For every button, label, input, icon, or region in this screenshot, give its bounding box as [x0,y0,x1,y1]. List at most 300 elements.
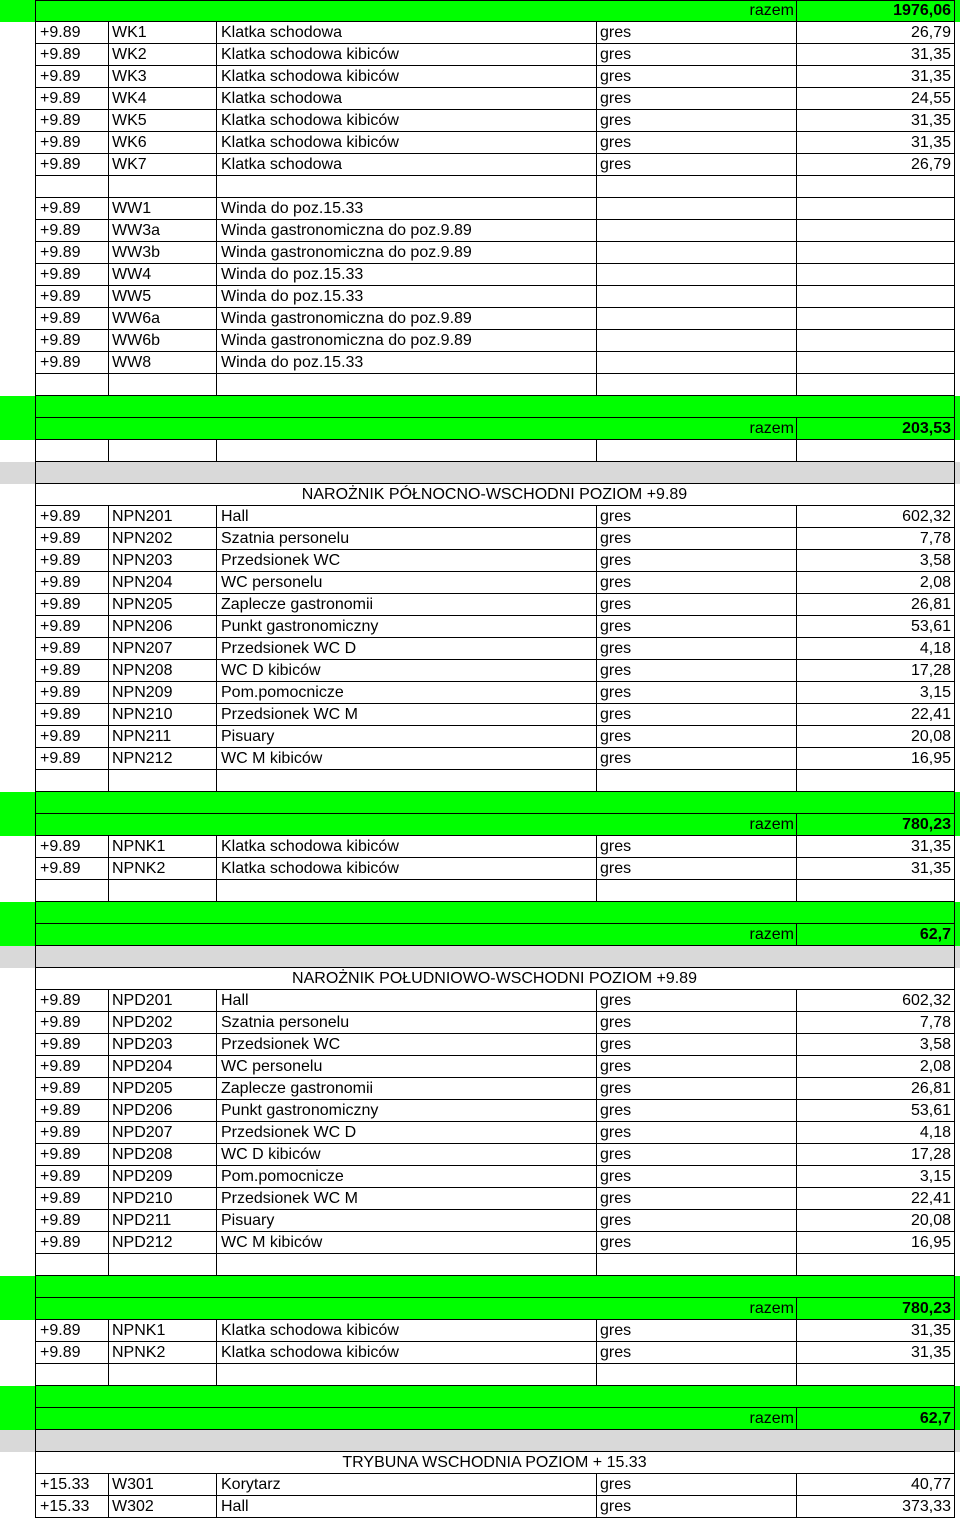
area-cell: 31,35 [910,112,951,129]
total-value: 62,7 [919,1410,951,1427]
area-cell: 3,58 [919,552,951,569]
material-cell: gres [600,1058,632,1075]
room-name-cell: Klatka schodowa [221,156,342,173]
room-code-cell: WK2 [112,46,147,63]
room-name-cell: WC D kibiców [221,662,321,679]
level-cell: +9.89 [40,992,81,1009]
empty-row [0,374,960,396]
table-row [0,1496,960,1518]
room-code-cell: NPD205 [112,1080,173,1097]
room-code-cell: WW8 [112,354,152,371]
material-cell: gres [600,112,632,129]
level-cell: +9.89 [40,24,81,41]
total-row [0,814,960,836]
total-value: 1976,06 [893,2,951,19]
material-cell: gres [600,662,632,679]
area-cell: 26,79 [910,156,951,173]
total-row [0,1298,960,1320]
room-name-cell: WC personelu [221,1058,323,1075]
table-row [0,198,960,220]
table-row [0,858,960,880]
room-code-cell: WK4 [112,90,147,107]
level-cell: +9.89 [40,90,81,107]
area-cell: 4,18 [919,1124,951,1141]
table-row [0,1034,960,1056]
level-cell: +9.89 [40,1102,81,1119]
empty-row [0,1364,960,1386]
material-cell: gres [600,1102,632,1119]
material-cell: gres [600,530,632,547]
area-cell: 7,78 [919,1014,951,1031]
room-code-cell: NPN211 [112,728,172,745]
room-name-cell: Hall [221,1498,249,1515]
table-row [0,572,960,594]
material-cell: gres [600,24,632,41]
room-name-cell: WC M kibiców [221,750,323,767]
level-cell: +9.89 [40,838,81,855]
area-cell: 4,18 [919,640,951,657]
material-cell [600,220,794,242]
table-row [0,1012,960,1034]
total-value: 62,7 [919,926,951,943]
table-row [0,66,960,88]
material-cell: gres [600,1234,632,1251]
room-code-cell: NPNK1 [112,838,166,855]
area-cell: 602,32 [902,508,951,525]
table-row [0,550,960,572]
level-cell: +9.89 [40,1036,81,1053]
total-band [0,1386,960,1408]
room-code-cell: NPN205 [112,596,173,613]
table-row [0,352,960,374]
material-cell: gres [600,156,632,173]
table-row [0,308,960,330]
table-row [0,110,960,132]
area-cell [800,286,951,308]
room-code-cell: WW5 [112,288,152,305]
material-cell [600,242,794,264]
level-cell: +9.89 [40,1146,81,1163]
room-code-cell: NPD206 [112,1102,173,1119]
table-row [0,1232,960,1254]
empty-row [0,176,960,198]
empty-row [0,770,960,792]
room-code-cell: W301 [112,1476,154,1493]
level-cell: +9.89 [40,310,81,327]
room-code-cell: NPNK2 [112,860,166,877]
room-name-cell: Przedsionek WC [221,552,341,569]
table-row [0,638,960,660]
total-row [0,1408,960,1430]
area-cell: 2,08 [919,1058,951,1075]
area-cell [800,330,951,352]
table-row [0,1122,960,1144]
room-code-cell: WW1 [112,200,152,217]
material-cell: gres [600,552,632,569]
room-name-cell: Winda do poz.15.33 [221,354,364,371]
room-name-cell: Winda do poz.15.33 [221,200,364,217]
level-cell: +9.89 [40,200,81,217]
level-cell: +9.89 [40,552,81,569]
room-name-cell: Hall [221,508,249,525]
level-cell: +9.89 [40,46,81,63]
level-cell: +9.89 [40,1014,81,1031]
level-cell: +9.89 [40,222,81,239]
material-cell: gres [600,706,632,723]
material-cell: gres [600,640,632,657]
room-code-cell: WK5 [112,112,147,129]
table-row [0,616,960,638]
room-name-cell: Punkt gastronomiczny [221,1102,379,1119]
room-code-cell: WW4 [112,266,152,283]
room-code-cell: NPD207 [112,1124,173,1141]
room-code-cell: WK1 [112,24,147,41]
room-name-cell: Klatka schodowa [221,90,342,107]
area-cell: 26,81 [910,596,951,613]
material-cell: gres [600,1146,632,1163]
total-band [0,396,960,418]
material-cell: gres [600,1080,632,1097]
level-cell: +9.89 [40,1344,81,1361]
level-cell: +9.89 [40,1168,81,1185]
room-code-cell: NPD209 [112,1168,173,1185]
section-title: NAROŻNIK PÓŁNOCNO-WSCHODNI POZIOM +9.89 [301,486,688,503]
area-cell: 31,35 [910,860,951,877]
level-cell: +9.89 [40,1124,81,1141]
total-row [0,924,960,946]
room-code-cell: NPN210 [112,706,173,723]
room-code-cell: WW6a [112,310,160,327]
section-band [0,946,960,968]
total-value: 780,23 [902,1300,951,1317]
room-code-cell: NPN209 [112,684,173,701]
level-cell: +9.89 [40,706,81,723]
table-row [0,1100,960,1122]
material-cell [600,198,794,220]
room-name-cell: Winda gastronomiczna do poz.9.89 [221,332,472,349]
material-cell: gres [600,1212,632,1229]
room-name-cell: Klatka schodowa [221,24,342,41]
total-value: 780,23 [902,816,951,833]
room-name-cell: WC personelu [221,574,323,591]
room-name-cell: Klatka schodowa kibiców [221,1344,399,1361]
table-row [0,1342,960,1364]
table-row [0,528,960,550]
section-band [0,1430,960,1452]
area-cell: 31,35 [910,1344,951,1361]
material-cell [600,264,794,286]
section-band [0,462,960,484]
level-cell: +9.89 [40,728,81,745]
material-cell: gres [600,728,632,745]
total-band [0,792,960,814]
table-row [0,88,960,110]
total-label: razem [749,926,794,943]
level-cell: +9.89 [40,112,81,129]
empty-row [0,1254,960,1276]
area-cell: 3,58 [919,1036,951,1053]
room-code-cell: NPD204 [112,1058,173,1075]
total-value: 203,53 [902,420,951,437]
room-name-cell: Szatnia personelu [221,1014,350,1031]
empty-row [0,440,960,462]
table-row [0,1188,960,1210]
area-cell: 31,35 [910,1322,951,1339]
material-cell: gres [600,1476,632,1493]
room-code-cell: WK7 [112,156,147,173]
area-cell: 7,78 [919,530,951,547]
area-cell: 3,15 [919,684,951,701]
room-code-cell: NPN204 [112,574,173,591]
material-cell: gres [600,134,632,151]
table-row [0,594,960,616]
material-cell: gres [600,1036,632,1053]
level-cell: +15.33 [40,1498,90,1515]
area-cell: 31,35 [910,838,951,855]
level-cell: +9.89 [40,266,81,283]
table-row [0,748,960,770]
room-name-cell: Przedsionek WC D [221,640,357,657]
level-cell: +9.89 [40,354,81,371]
level-cell: +9.89 [40,860,81,877]
room-name-cell: Winda do poz.15.33 [221,288,364,305]
material-cell: gres [600,1344,632,1361]
room-name-cell: Pom.pomocnicze [221,1168,344,1185]
room-code-cell: NPD210 [112,1190,173,1207]
room-name-cell: Klatka schodowa kibiców [221,134,399,151]
room-code-cell: WK6 [112,134,147,151]
level-cell: +9.89 [40,662,81,679]
room-name-cell: Winda gastronomiczna do poz.9.89 [221,310,472,327]
material-cell: gres [600,1498,632,1515]
area-cell: 26,81 [910,1080,951,1097]
area-cell: 22,41 [910,1190,951,1207]
area-cell: 3,15 [919,1168,951,1185]
total-label: razem [749,816,794,833]
material-cell [600,330,794,352]
area-cell: 31,35 [910,134,951,151]
area-cell [800,308,951,330]
area-cell [800,198,951,220]
room-name-cell: Klatka schodowa kibiców [221,1322,399,1339]
table-row [0,330,960,352]
room-code-cell: NPN202 [112,530,173,547]
room-name-cell: Winda gastronomiczna do poz.9.89 [221,244,472,261]
material-cell: gres [600,838,632,855]
total-label: razem [749,1410,794,1427]
material-cell: gres [600,1168,632,1185]
section-header-row [0,1452,960,1474]
total-row [0,0,960,22]
level-cell: +9.89 [40,1212,81,1229]
level-cell: +9.89 [40,244,81,261]
room-name-cell: Klatka schodowa kibiców [221,860,399,877]
level-cell: +9.89 [40,1058,81,1075]
table-row [0,22,960,44]
table-row [0,506,960,528]
room-code-cell: NPN203 [112,552,173,569]
material-cell: gres [600,1124,632,1141]
material-cell: gres [600,508,632,525]
level-cell: +9.89 [40,68,81,85]
level-cell: +9.89 [40,1080,81,1097]
section-header-row [0,968,960,990]
table-row [0,264,960,286]
table-row [0,1210,960,1232]
room-name-cell: Przedsionek WC [221,1036,341,1053]
level-cell: +9.89 [40,640,81,657]
total-band [0,1276,960,1298]
area-cell: 53,61 [910,1102,951,1119]
total-label: razem [749,420,794,437]
level-cell: +9.89 [40,134,81,151]
table-row [0,682,960,704]
material-cell: gres [600,684,632,701]
room-code-cell: WW3a [112,222,160,239]
room-name-cell: Punkt gastronomiczny [221,618,379,635]
room-name-cell: Winda do poz.15.33 [221,266,364,283]
level-cell: +9.89 [40,596,81,613]
room-code-cell: WW6b [112,332,160,349]
area-cell: 16,95 [910,750,951,767]
area-cell: 40,77 [910,1476,951,1493]
room-name-cell: Zaplecze gastronomii [221,1080,374,1097]
table-row [0,1056,960,1078]
area-cell: 16,95 [910,1234,951,1251]
room-code-cell: NPN208 [112,662,173,679]
room-name-cell: Hall [221,992,249,1009]
material-cell: gres [600,90,632,107]
level-cell: +9.89 [40,1190,81,1207]
room-code-cell: NPN206 [112,618,173,635]
table-row [0,1474,960,1496]
material-cell: gres [600,574,632,591]
room-name-cell: Pisuary [221,728,275,745]
level-cell: +9.89 [40,156,81,173]
table-row [0,836,960,858]
room-code-cell: NPD212 [112,1234,173,1251]
material-cell: gres [600,596,632,613]
room-name-cell: Klatka schodowa kibiców [221,112,399,129]
area-cell: 53,61 [910,618,951,635]
area-cell: 20,08 [910,1212,951,1229]
room-name-cell: Przedsionek WC D [221,1124,357,1141]
table-row [0,1078,960,1100]
table-row [0,1320,960,1342]
area-cell: 20,08 [910,728,951,745]
table-row [0,220,960,242]
table-row [0,990,960,1012]
material-cell: gres [600,46,632,63]
material-cell [600,286,794,308]
level-cell: +9.89 [40,1234,81,1251]
room-code-cell: NPD211 [112,1212,172,1229]
material-cell [600,352,794,374]
room-name-cell: WC D kibiców [221,1146,321,1163]
room-code-cell: NPD201 [112,992,173,1009]
area-cell [800,220,951,242]
material-cell: gres [600,750,632,767]
table-row [0,132,960,154]
empty-row [0,880,960,902]
area-cell: 17,28 [910,1146,951,1163]
level-cell: +9.89 [40,530,81,547]
area-cell: 24,55 [910,90,951,107]
room-name-cell: Klatka schodowa kibiców [221,838,399,855]
material-cell: gres [600,618,632,635]
material-cell: gres [600,1190,632,1207]
level-cell: +9.89 [40,574,81,591]
room-code-cell: NPD208 [112,1146,173,1163]
level-cell: +9.89 [40,332,81,349]
room-name-cell: Pom.pomocnicze [221,684,344,701]
room-name-cell: Pisuary [221,1212,275,1229]
level-cell: +9.89 [40,1322,81,1339]
material-cell: gres [600,992,632,1009]
room-name-cell: Zaplecze gastronomii [221,596,374,613]
area-cell: 31,35 [910,68,951,85]
room-code-cell: NPN201 [112,508,173,525]
room-code-cell: WK3 [112,68,147,85]
material-cell: gres [600,1014,632,1031]
level-cell: +9.89 [40,288,81,305]
material-cell: gres [600,1322,632,1339]
level-cell: +9.89 [40,618,81,635]
area-cell: 31,35 [910,46,951,63]
area-cell: 17,28 [910,662,951,679]
room-name-cell: Korytarz [221,1476,281,1493]
area-cell: 373,33 [902,1498,951,1515]
table-row [0,704,960,726]
table-row [0,1144,960,1166]
table-row [0,242,960,264]
area-cell: 22,41 [910,706,951,723]
room-name-cell: WC M kibiców [221,1234,323,1251]
section-header-row [0,484,960,506]
area-cell [800,264,951,286]
level-cell: +9.89 [40,508,81,525]
area-cell: 2,08 [919,574,951,591]
room-name-cell: Klatka schodowa kibiców [221,46,399,63]
total-label: razem [749,2,794,19]
room-name-cell: Winda gastronomiczna do poz.9.89 [221,222,472,239]
room-code-cell: WW3b [112,244,160,261]
room-code-cell: NPD203 [112,1036,173,1053]
room-name-cell: Szatnia personelu [221,530,350,547]
material-cell: gres [600,68,632,85]
table-row [0,286,960,308]
room-name-cell: Przedsionek WC M [221,706,358,723]
level-cell: +9.89 [40,684,81,701]
room-name-cell: Klatka schodowa kibiców [221,68,399,85]
section-title: NAROŻNIK POŁUDNIOWO-WSCHODNI POZIOM +9.89 [292,970,697,987]
room-name-cell: Przedsionek WC M [221,1190,358,1207]
table-row [0,154,960,176]
area-cell: 26,79 [910,24,951,41]
level-cell: +9.89 [40,750,81,767]
room-code-cell: W302 [112,1498,154,1515]
total-band [0,902,960,924]
material-cell: gres [600,860,632,877]
total-row [0,418,960,440]
room-code-cell: NPNK2 [112,1344,166,1361]
table-row [0,44,960,66]
room-code-cell: NPN207 [112,640,173,657]
area-cell [800,242,951,264]
section-title: TRYBUNA WSCHODNIA POZIOM + 15.33 [342,1454,647,1471]
total-label: razem [749,1300,794,1317]
table-row [0,726,960,748]
